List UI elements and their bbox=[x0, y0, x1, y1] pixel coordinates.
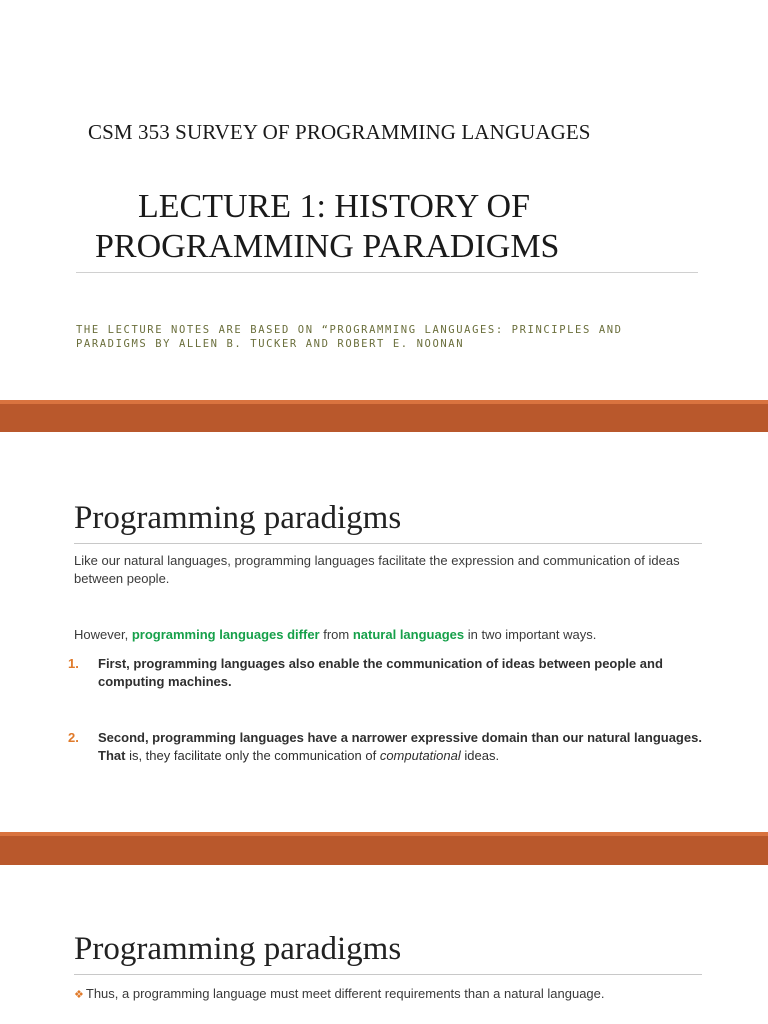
list-number: 2. bbox=[68, 730, 79, 745]
list-text-end: ideas. bbox=[460, 748, 500, 763]
highlight-natural-languages: natural languages bbox=[352, 627, 465, 642]
however-mid: from bbox=[319, 627, 353, 642]
list-text bbox=[98, 729, 708, 765]
diamond-bullet-icon: ❖ bbox=[74, 989, 84, 1001]
lecture-title bbox=[95, 187, 695, 267]
list-number: 1. bbox=[68, 656, 79, 671]
slide-heading: Programming paradigms bbox=[74, 500, 402, 536]
bullet-text: Thus, a programming language must meet different requirements than a natural language. bbox=[85, 986, 605, 1001]
bullet-paragraph bbox=[74, 985, 714, 1004]
list-item bbox=[68, 655, 708, 691]
lecture-title-line-2: PROGRAMMING PARADIGMS bbox=[95, 228, 560, 265]
intro-paragraph: Like our natural languages, programming languages facilitate the expression and communication of ideas between people. bbox=[74, 553, 680, 586]
list-text-italic: computational bbox=[379, 748, 461, 763]
list-item bbox=[68, 729, 708, 765]
slide-heading: Programming paradigms bbox=[74, 931, 402, 967]
title-slide bbox=[0, 0, 768, 400]
lecture-subtitle: THE LECTURE NOTES ARE BASED ON “PROGRAMMING LANGUAGES: PRINCIPLES AND PARADIGMS BY ALLEN B. TUCKER AND ROBERT E. NOONAN bbox=[76, 324, 623, 350]
highlight-programming-languages-differ: programming languages differ bbox=[131, 627, 320, 642]
list-text: First, programming languages also enable the communication of ideas between people and computing machines. bbox=[98, 656, 663, 689]
course-title: CSM 353 SURVEY OF PROGRAMMING LANGUAGES bbox=[88, 120, 591, 144]
lecture-title-line-1: LECTURE 1: HISTORY OF bbox=[138, 188, 530, 225]
heading-divider bbox=[74, 974, 702, 975]
paradigms-slide-2 bbox=[0, 865, 768, 1024]
list-text-normal: is, they facilitate only the communication of bbox=[125, 748, 380, 763]
list-text-bold: Second, programming languages have a narrower expressive domain than our natural languages. That bbox=[98, 730, 702, 763]
slide-separator bbox=[0, 400, 768, 432]
heading-divider bbox=[74, 543, 702, 544]
slide-separator bbox=[0, 832, 768, 865]
however-paragraph bbox=[74, 626, 704, 644]
however-prefix: However, bbox=[74, 627, 132, 642]
title-divider bbox=[76, 272, 698, 273]
paradigms-slide-1 bbox=[0, 432, 768, 832]
however-suffix: in two important ways. bbox=[464, 627, 597, 642]
